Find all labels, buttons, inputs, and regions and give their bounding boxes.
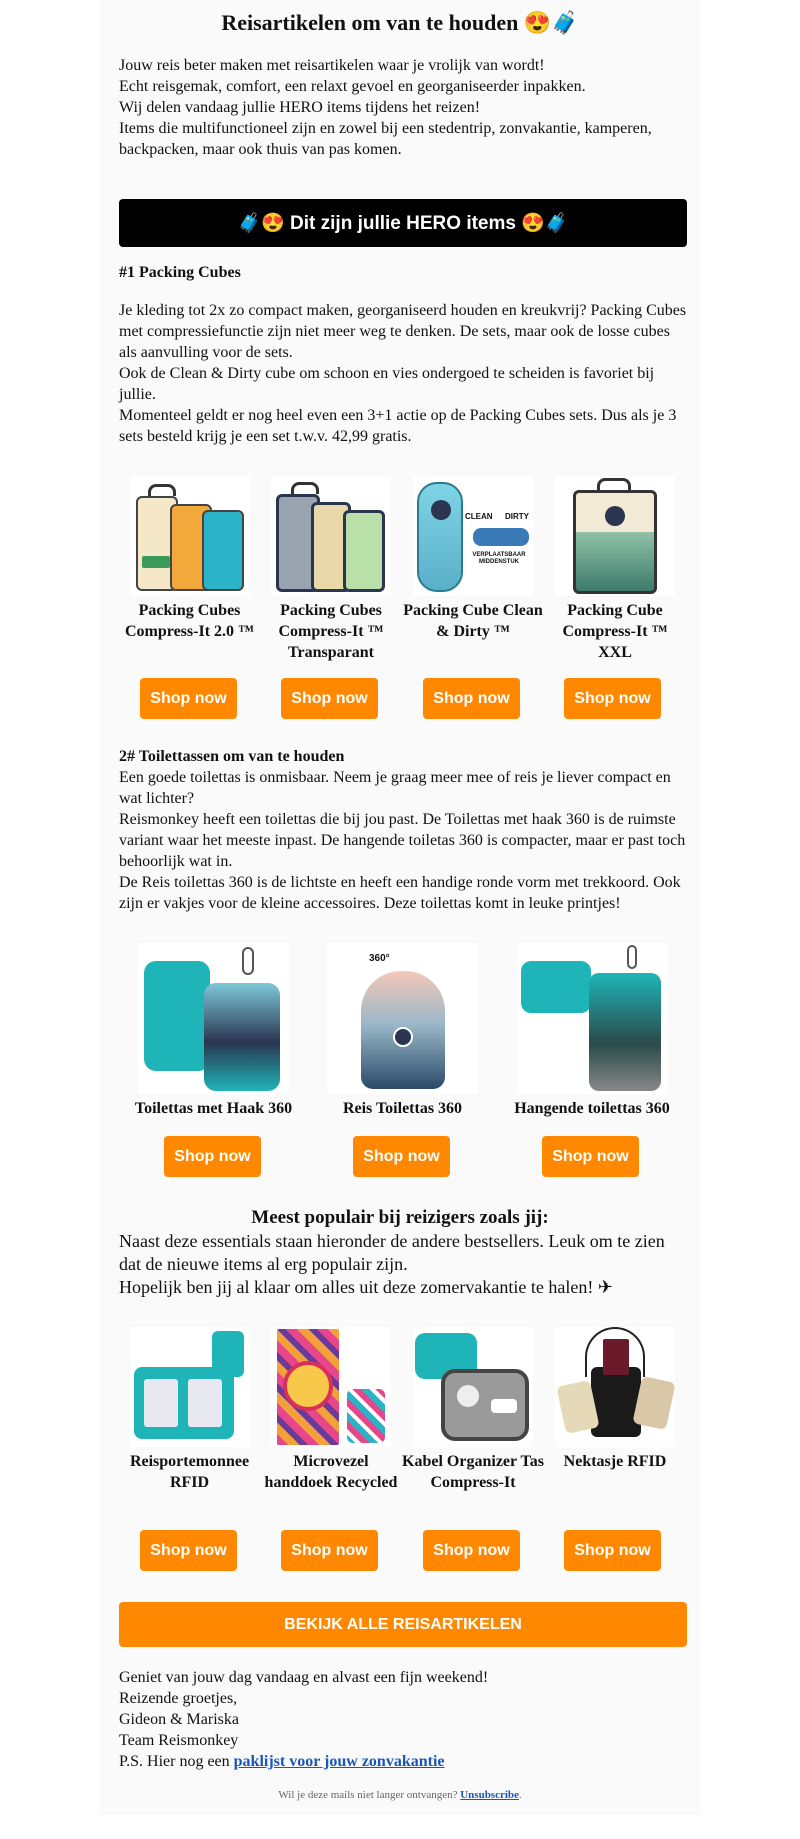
- shop-now-button[interactable]: Shop now: [281, 1530, 378, 1571]
- shop-now-button[interactable]: Shop now: [542, 1136, 639, 1177]
- product-card: [119, 1327, 260, 1493]
- section2-line: Een goede toilettas is onmisbaar. Neem je graag meer mee of reis je liever compact en wat lichter?: [119, 769, 671, 807]
- intro-line: Jouw reis beter maken met reisartikelen waar je vrolijk van wordt!: [119, 57, 545, 74]
- product-card: [544, 476, 686, 663]
- intro-line: Wij delen vandaag jullie HERO items tijdens het reizen!: [119, 99, 481, 116]
- ps-line: [119, 1751, 687, 1772]
- product-image[interactable]: [413, 1327, 533, 1447]
- email-body: [100, 0, 700, 1815]
- product-card: [119, 476, 260, 642]
- section1-line: Momenteel geldt er nog heel even een 3+1 actie op de Packing Cubes sets. Dus als je 3 sets besteld krijg je een set t.w.v. 42,99 gratis.: [119, 407, 677, 445]
- section2-heading: 2# Toilettassen om van te houden: [119, 748, 345, 765]
- product-card: [402, 1327, 544, 1493]
- clean-label: CLEAN: [465, 512, 493, 521]
- shop-now-button[interactable]: Shop now: [423, 678, 520, 719]
- product-image[interactable]: [271, 1327, 391, 1447]
- product-image[interactable]: [271, 476, 391, 596]
- product-card: [497, 943, 687, 1119]
- dirty-label: DIRTY: [505, 512, 529, 521]
- product-name[interactable]: Nektasje RFID: [563, 1453, 667, 1470]
- section1-text: [119, 300, 687, 447]
- footer-text: Wil je deze mails niet langer ontvangen?: [278, 1789, 461, 1801]
- divider-label: VERPLAATSBAAR MIDDENSTUK: [472, 552, 526, 565]
- footer-suffix: .: [518, 1789, 522, 1801]
- signoff: [119, 1667, 687, 1772]
- ps-prefix: P.S. Hier nog een: [119, 1753, 234, 1770]
- product-name[interactable]: Microvezel handdoek Recycled: [264, 1453, 398, 1491]
- section1-line: Je kleding tot 2x zo compact maken, georganiseerd houden en kreukvrij? Packing Cubes met compressiefunctie zijn niet meer weg te denken. De sets, maar ook de losse cubes als aanvulling voor de sets.: [119, 302, 687, 361]
- shop-now-button[interactable]: Shop now: [140, 1530, 237, 1571]
- packing-list-link[interactable]: paklijst voor jouw zonvakantie: [233, 1753, 445, 1770]
- popular-heading: Meest populair bij reizigers zoals jij:: [251, 1207, 549, 1228]
- shop-now-button[interactable]: Shop now: [164, 1136, 261, 1177]
- intro-text: [119, 55, 687, 160]
- signoff-line: Gideon & Mariska: [119, 1711, 239, 1728]
- product-card: [308, 943, 497, 1119]
- product-image[interactable]: [138, 943, 289, 1094]
- shop-now-button[interactable]: Shop now: [353, 1136, 450, 1177]
- signoff-line: Team Reismonkey: [119, 1732, 239, 1749]
- degree-label: 360°: [369, 953, 390, 964]
- product-image[interactable]: [327, 943, 478, 1094]
- product-name[interactable]: Reis Toilettas 360: [342, 1100, 463, 1117]
- product-name[interactable]: Reisportemonnee RFID: [129, 1453, 250, 1491]
- product-name[interactable]: Packing Cubes Compress-It 2.0 ™: [124, 602, 255, 640]
- view-all-button[interactable]: BEKIJK ALLE REISARTIKELEN: [119, 1602, 687, 1647]
- shop-now-button[interactable]: Shop now: [140, 678, 237, 719]
- intro-line: Items die multifunctioneel zijn en zowel bij een stedentrip, zonvakantie, kamperen, backpacken, maar ook thuis van pas komen.: [119, 120, 652, 158]
- product-image[interactable]: [517, 943, 668, 1094]
- product-name[interactable]: Hangende toilettas 360: [514, 1100, 670, 1117]
- shop-now-button[interactable]: Shop now: [281, 678, 378, 719]
- product-name[interactable]: Packing Cubes Compress-It ™ Transparant: [278, 602, 384, 661]
- product-card: [119, 943, 308, 1119]
- product-image[interactable]: [555, 476, 675, 596]
- product-card: [260, 476, 402, 663]
- product-image[interactable]: [555, 1327, 675, 1447]
- section1-line: Ook de Clean & Dirty cube om schoon en vies ondergoed te scheiden is favoriet bij jullie.: [119, 365, 655, 403]
- product-image[interactable]: [130, 476, 250, 596]
- hero-items-button[interactable]: 🧳😍 Dit zijn jullie HERO items 😍🧳: [119, 199, 687, 247]
- section2-text: [119, 746, 687, 914]
- popular-text: [119, 1230, 687, 1299]
- signoff-line: Geniet van jouw dag vandaag en alvast een fijn weekend!: [119, 1669, 489, 1686]
- intro-line: Echt reisgemak, comfort, een relaxt gevoel en georganiseerder inpakken.: [119, 78, 586, 95]
- product-image[interactable]: [413, 476, 533, 596]
- product-name[interactable]: Packing Cube Clean & Dirty ™: [403, 602, 543, 640]
- product-name[interactable]: Toilettas met Haak 360: [134, 1100, 293, 1117]
- footer: [100, 1789, 700, 1801]
- section2-line: Reismonkey heeft een toilettas die bij jou past. De Toilettas met haak 360 is de ruimste variant waar het meeste inpast. De hangende toiletas 360 is compacter, maar er past toch behoorlijk wat in.: [119, 811, 686, 870]
- product-card: [544, 1327, 686, 1472]
- shop-now-button[interactable]: Shop now: [423, 1530, 520, 1571]
- product-card: [260, 1327, 402, 1493]
- email-title: Reisartikelen om van te houden 😍🧳: [221, 10, 579, 35]
- product-name[interactable]: Kabel Organizer Tas Compress-It: [402, 1453, 544, 1491]
- signoff-line: Reizende groetjes,: [119, 1690, 238, 1707]
- product-image[interactable]: [130, 1327, 250, 1447]
- product-name[interactable]: Packing Cube Compress-It ™ XXL: [562, 602, 668, 661]
- popular-line: Hopelijk ben jij al klaar om alles uit deze zomervakantie te halen! ✈: [119, 1277, 613, 1297]
- section2-line: De Reis toilettas 360 is de lichtste en heeft een handige ronde vorm met trekkoord. Ook zijn er vakjes voor de kleine accessoires. Deze toilettas komt in leuke printjes!: [119, 874, 681, 912]
- unsubscribe-link[interactable]: Unsubscribe: [460, 1789, 519, 1801]
- shop-now-button[interactable]: Shop now: [564, 1530, 661, 1571]
- shop-now-button[interactable]: Shop now: [564, 678, 661, 719]
- section1-heading: #1 Packing Cubes: [119, 264, 241, 281]
- product-card: [402, 476, 544, 642]
- popular-line: Naast deze essentials staan hieronder de andere bestsellers. Leuk om te zien dat de nieuwe items al erg populair zijn.: [119, 1231, 665, 1274]
